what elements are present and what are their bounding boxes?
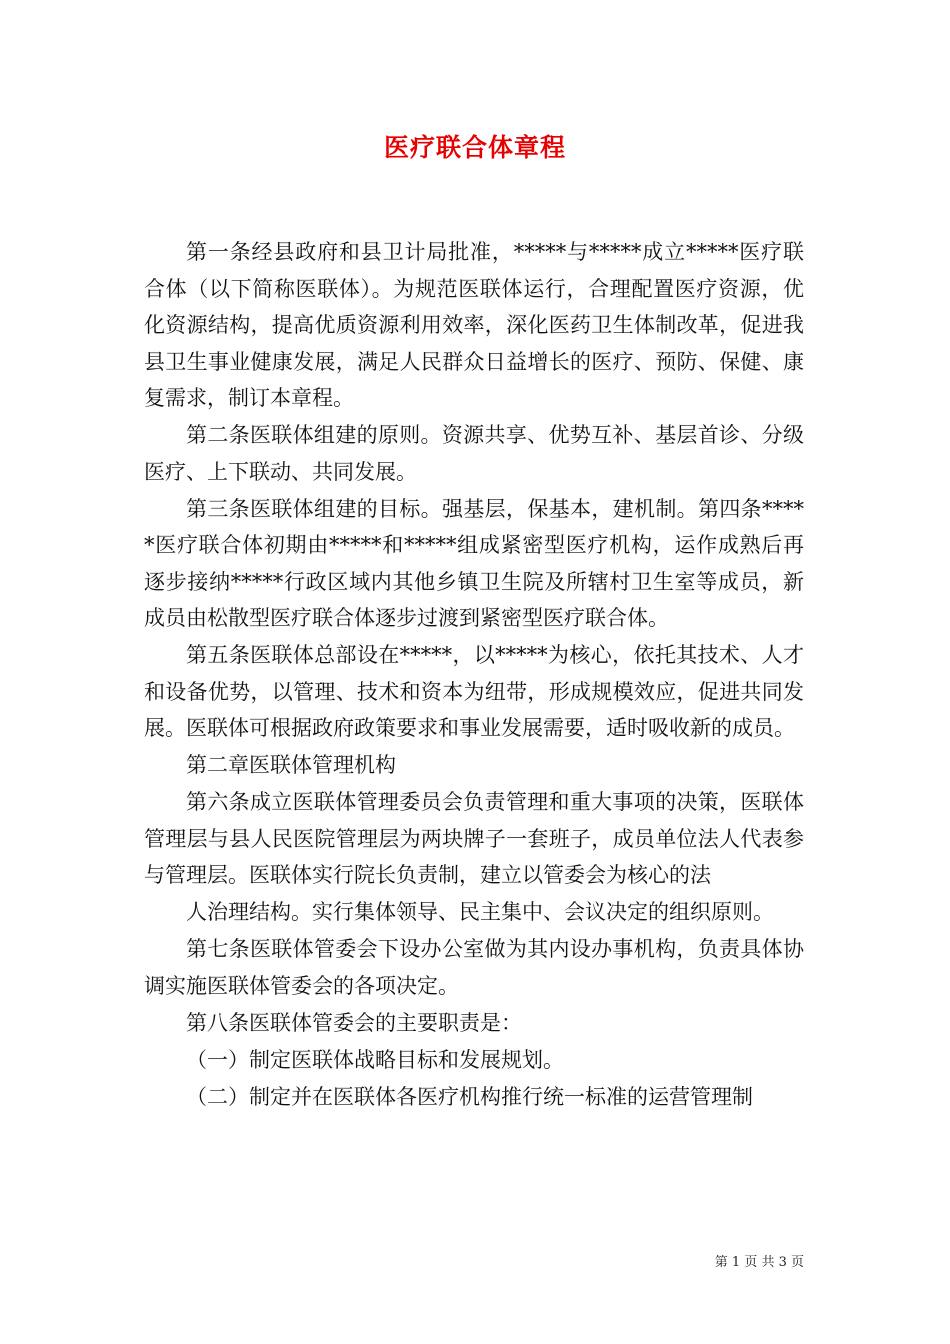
document-body [144,234,804,1115]
paragraph-article-1: 第一条经县政府和县卫计局批准，*****与*****成立*****医疗联合体（以下简称医联体）。为规范医联体运行，合理配置医疗资源，优化资源结构，提高优质资源利用效率，深化医药卫生体制改革，促进我县卫生事业健康发展，满足人民群众日益增长的医疗、预防、保健、康复需求，制订本章程。 [144,240,804,410]
paragraph-article-2: 第二条医联体组建的原则。资源共享、优势互补、基层首诊、分级医疗、上下联动、共同发展。 [144,423,804,484]
paragraph-article-6-continued: 人治理结构。实行集体领导、民主集中、会议决定的组织原则。 [186,900,774,924]
paragraph-article-8: 第八条医联体管委会的主要职责是： [186,1010,522,1035]
list-item-duty-2: （二）制定并在医联体各医疗机构推行统一标准的运营管理制 [186,1084,753,1109]
paragraph-article-5: 第五条医联体总部设在*****，以*****为核心，依托其技术、人才和设备优势，以管理、技术和资本为纽带，形成规模效应，促进共同发展。医联体可根据政府政策要求和事业发展需要，适时吸收新的成员。 [144,643,804,740]
list-item-duty-1: （一）制定医联体战略目标和发展规划。 [186,1047,564,1072]
chapter-heading-2: 第二章医联体管理机构 [186,753,396,777]
paragraph-article-3-4: 第三条医联体组建的目标。强基层，保基本，建机制。第四条*****医疗联合体初期由*****和*****组成紧密型医疗机构，运作成熟后再逐步接纳*****行政区域内其他乡镇卫生院及所辖村卫生室等成员，新成员由松散型医疗联合体逐步过渡到紧密型医疗联合体。 [144,496,804,630]
document-title: 医疗联合体章程 [383,133,566,162]
page-number-footer: 第 1 页 共 3 页 [714,1255,804,1270]
paragraph-article-6: 第六条成立医联体管理委员会负责管理和重大事项的决策，医联体管理层与县人民医院管理层为两块牌子一套班子，成员单位法人代表参与管理层。医联体实行院长负责制，建立以管委会为核心的法 [144,790,804,887]
paragraph-article-7: 第七条医联体管委会下设办公室做为其内设办事机构，负责具体协调实施医联体管委会的各项决定。 [144,937,804,998]
